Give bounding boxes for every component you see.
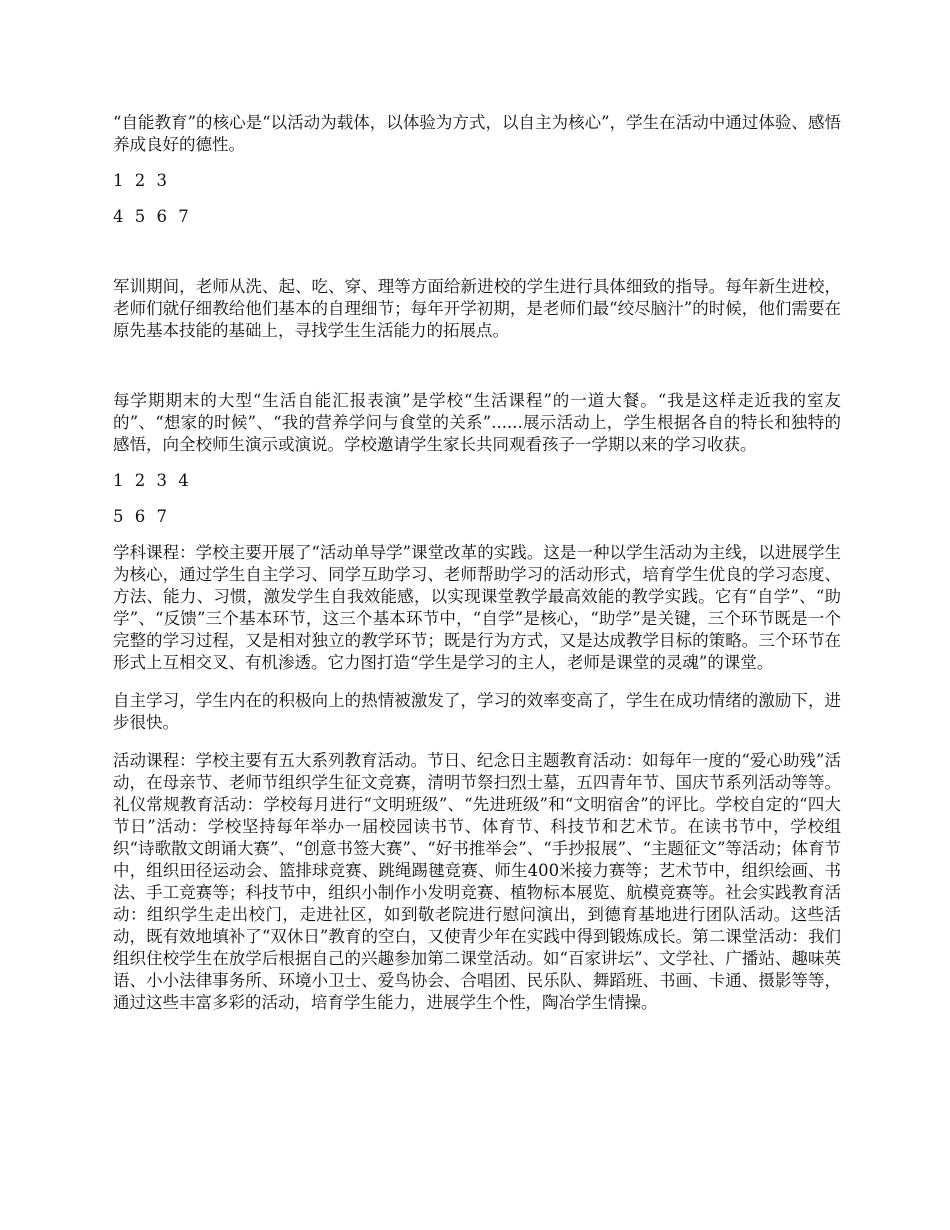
number-row-2: 4 5 6 7 — [113, 207, 192, 226]
paragraph-self-study: 自主学习，学生内在的积极向上的热情被激发了，学习的效率变高了，学生在成功情绪的激励下，进步很快。 — [113, 691, 841, 732]
document-body — [113, 112, 841, 1014]
paragraph-self-education-core: “自能教育”的核心是“以活动为载体，以体验为方式，以自主为核心”，学生在活动中通过体验、感悟养成良好的德性。 — [113, 113, 841, 154]
number-row-1: 1 2 3 — [113, 171, 170, 190]
paragraph-military-training: 军训期间，老师从洗、起、吃、穿、理等方面给新进校的学生进行具体细致的指导。每年新生进校，老师们就仔细教给他们基本的自理细节；每年开学初期，是老师们最“绞尽脑汁”的时候，他们需要在原先基本技能的基础上，寻找学生生活能力的拓展点。 — [113, 277, 841, 340]
paragraph-subject-curriculum: 学科课程：学校主要开展了“活动单导学”课堂改革的实践。这是一种以学生活动为主线，以进展学生为核心，通过学生自主学习、同学互助学习、老师帮助学习的活动形式，培育学生优良的学习态度、方法、能力、习惯，激发学生自我效能感，以实现课堂教学最高效能的教学实践。它有“自学”、“助学”、“反馈”三个基本环节，这三个基本环节中，“自学”是核心，“助学”是关键，三个环节既是一个完整的学习过程，又是相对独立的教学环节；既是行为方式，又是达成教学目标的策略。三个环节在形式上互相交叉、有机渗透。它力图打造“学生是学习的主人，老师是课堂的灵魂”的课堂。 — [113, 543, 841, 672]
number-row-4: 5 6 7 — [113, 507, 170, 526]
paragraph-life-performance: 每学期期末的大型“生活自能汇报表演”是学校“生活课程”的一道大餐。“我是这样走近我的室友的”、“想家的时候”、“我的营养学问与食堂的关系”......展示活动上，学生根据各自的特长和独特的感悟，向全校师生演示或演说。学校邀请学生家长共同观看孩子一学期以来的学习收获。 — [113, 391, 841, 454]
number-row-3: 1 2 3 4 — [113, 471, 192, 490]
paragraph-activity-curriculum: 活动课程：学校主要有五大系列教育活动。节日、纪念日主题教育活动：如每年一度的“爱心助残”活动，在母亲节、老师节组织学生征文竞赛，清明节祭扫烈士墓，五四青年节、国庆节系列活动等等。礼仪常规教育活动：学校每月进行“文明班级”、“先进班级”和“文明宿舍”的评比。学校自定的“四大节日”活动：学校坚持每年举办一届校园读书节、体育节、科技节和艺术节。在读书节中，学校组织“诗歌散文朗诵大赛”、“创意书签大赛”、“好书推举会”、“手抄报展”、“主题征文”等活动；体育节中，组织田径运动会、篮排球竞赛、跳绳踢毽竞赛、师生400米接力赛等；艺术节中，组织绘画、书法、手工竞赛等；科技节中，组织小制作小发明竞赛、植物标本展览、航模竞赛等。社会实践教育活动：组织学生走出校门，走进社区，如到敬老院进行慰问演出，到德育基地进行团队活动。这些活动，既有效地填补了“双休日”教育的空白，又使青少年在实践中得到锻炼成长。第二课堂活动：我们组织住校学生在放学后根据自己的兴趣参加第二课堂活动。如“百家讲坛”、文学社、广播站、趣味英语、小小法律事务所、环境小卫士、爱鸟协会、合唱团、民乐队、舞蹈班、书画、卡通、摄影等等，通过这些丰富多彩的活动，培育学生能力，进展学生个性，陶冶学生情操。 — [113, 751, 841, 1012]
